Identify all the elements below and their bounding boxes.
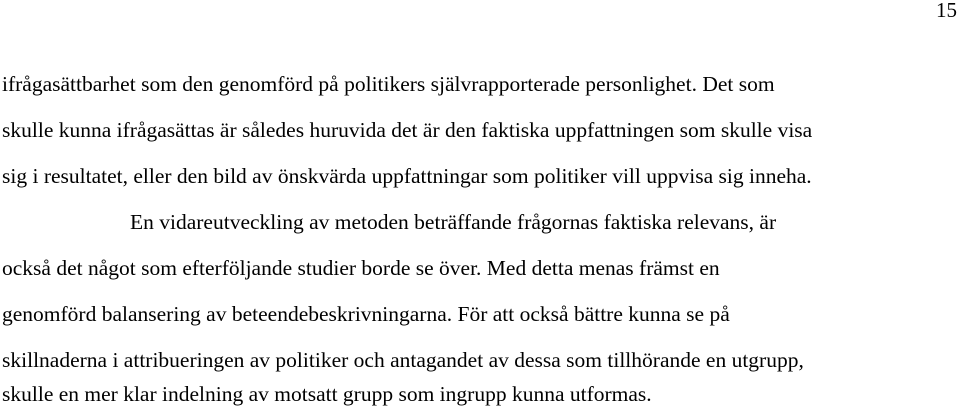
- paragraph-line: skulle en mer klar indelning av motsatt grupp som ingrupp kunna utformas.: [2, 382, 652, 406]
- page-number: 15: [936, 0, 957, 22]
- paragraph-line: skillnaderna i attribueringen av politiker och antagandet av dessa som tillhörande en utgrupp,: [2, 348, 804, 372]
- paragraph-line: skulle kunna ifrågasättas är således huruvida det är den faktiska uppfattningen som skulle visa: [2, 118, 813, 142]
- paragraph-line: genomförd balansering av beteendebeskrivningarna. För att också bättre kunna se på: [2, 302, 730, 326]
- paragraph-line: ifrågasättbarhet som den genomförd på politikers självrapporterade personlighet. Det som: [2, 72, 775, 96]
- paragraph-line: också det något som efterföljande studier borde se över. Med detta menas främst en: [2, 256, 720, 280]
- paragraph-line: sig i resultatet, eller den bild av önskvärda uppfattningar som politiker vill uppvisa sig inneha.: [2, 164, 812, 188]
- paragraph-line: En vidareutveckling av metoden beträffande frågornas faktiska relevans, är: [130, 210, 777, 234]
